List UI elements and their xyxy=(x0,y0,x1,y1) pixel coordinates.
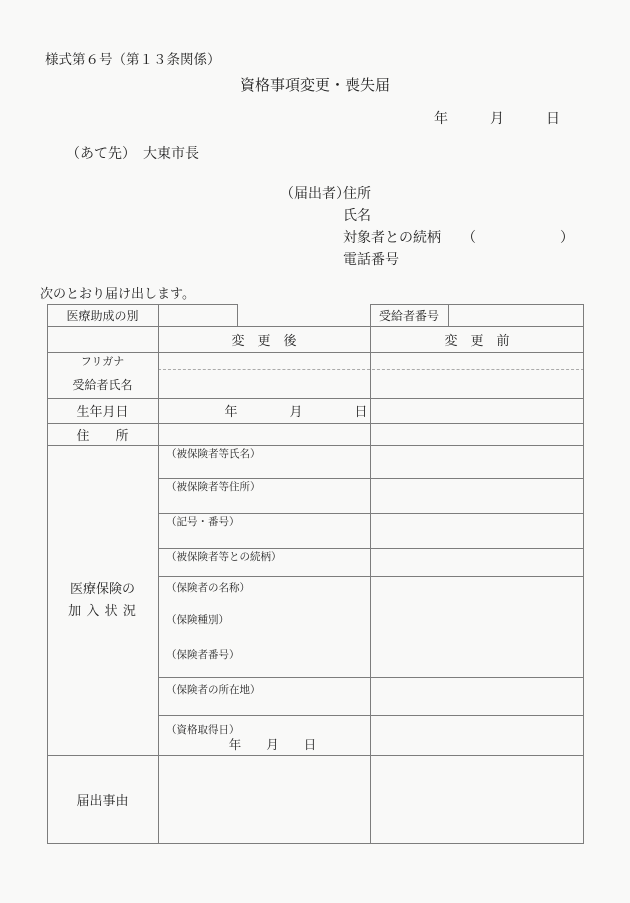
reason-label: 届出事由 xyxy=(76,792,129,808)
insurer-location-sublabel: （保険者の所在地） xyxy=(166,685,261,696)
birthdate-label: 生年月日 xyxy=(76,404,129,419)
notifier-address-label: 住所 xyxy=(343,187,371,202)
acquisition-date-value: 年 月 日 xyxy=(228,738,317,752)
notifier-relation-label: 対象者との続柄 （ ） xyxy=(343,231,574,246)
insured-relation-sublabel: （被保険者等との続柄） xyxy=(166,552,282,563)
insurance-label-line2: 加 入 状 況 xyxy=(68,603,137,618)
medical-aid-label: 医療助成の別 xyxy=(66,308,139,323)
reason-before-cell xyxy=(371,756,582,842)
recipient-name-label: 受給者氏名 xyxy=(72,377,133,392)
date-line: 年 月 日 xyxy=(434,112,560,127)
notifier-phone-label: 電話番号 xyxy=(343,253,399,268)
insured-name-sublabel: （被保険者等氏名） xyxy=(166,449,261,460)
name-after-cell xyxy=(159,353,369,397)
notifier-label: （届出者） xyxy=(280,187,350,202)
insurer-number-sublabel: （保険者番号） xyxy=(166,650,240,661)
intro-sentence: 次のとおり届け出します。 xyxy=(40,286,195,301)
reason-after-cell xyxy=(159,756,369,842)
after-change-header: 変 更 後 xyxy=(231,332,297,348)
form-number: 様式第６号（第１３条関係） xyxy=(45,52,221,67)
page-title: 資格事項変更・喪失届 xyxy=(239,78,390,94)
recipient-number-value-cell xyxy=(449,305,583,326)
grid-line-h xyxy=(47,843,584,844)
birthdate-after-value: 年 月 日 xyxy=(224,404,368,419)
address-label: 住 所 xyxy=(76,427,129,443)
grid-line-v xyxy=(237,304,238,326)
insurance-section-label xyxy=(47,445,158,755)
before-change-header: 変 更 前 xyxy=(444,332,510,348)
recipient-number-label: 受給者番号 xyxy=(378,308,439,323)
name-before-cell xyxy=(371,353,582,397)
addressee: （あて先） 大東市長 xyxy=(66,147,199,162)
address-before-cell xyxy=(371,424,582,444)
symbol-number-sublabel: （記号・番号） xyxy=(166,517,240,528)
furigana-label: フリガナ xyxy=(80,356,125,368)
address-after-cell xyxy=(159,424,369,444)
insurance-before-region xyxy=(371,446,582,754)
insurance-label-line1: 医療保険の xyxy=(69,581,135,596)
medical-aid-value-cell xyxy=(159,305,237,326)
insured-address-sublabel: （被保険者等住所） xyxy=(166,482,261,493)
notifier-name-label: 氏名 xyxy=(343,209,371,224)
form-table xyxy=(47,304,584,844)
insurance-type-sublabel: （保険種別） xyxy=(166,615,229,626)
birthdate-before-cell xyxy=(371,399,582,422)
grid-line-v xyxy=(583,304,584,843)
acquisition-date-sublabel: （資格取得日） xyxy=(166,725,240,736)
insurer-name-sublabel: （保険者の名称） xyxy=(166,583,250,594)
